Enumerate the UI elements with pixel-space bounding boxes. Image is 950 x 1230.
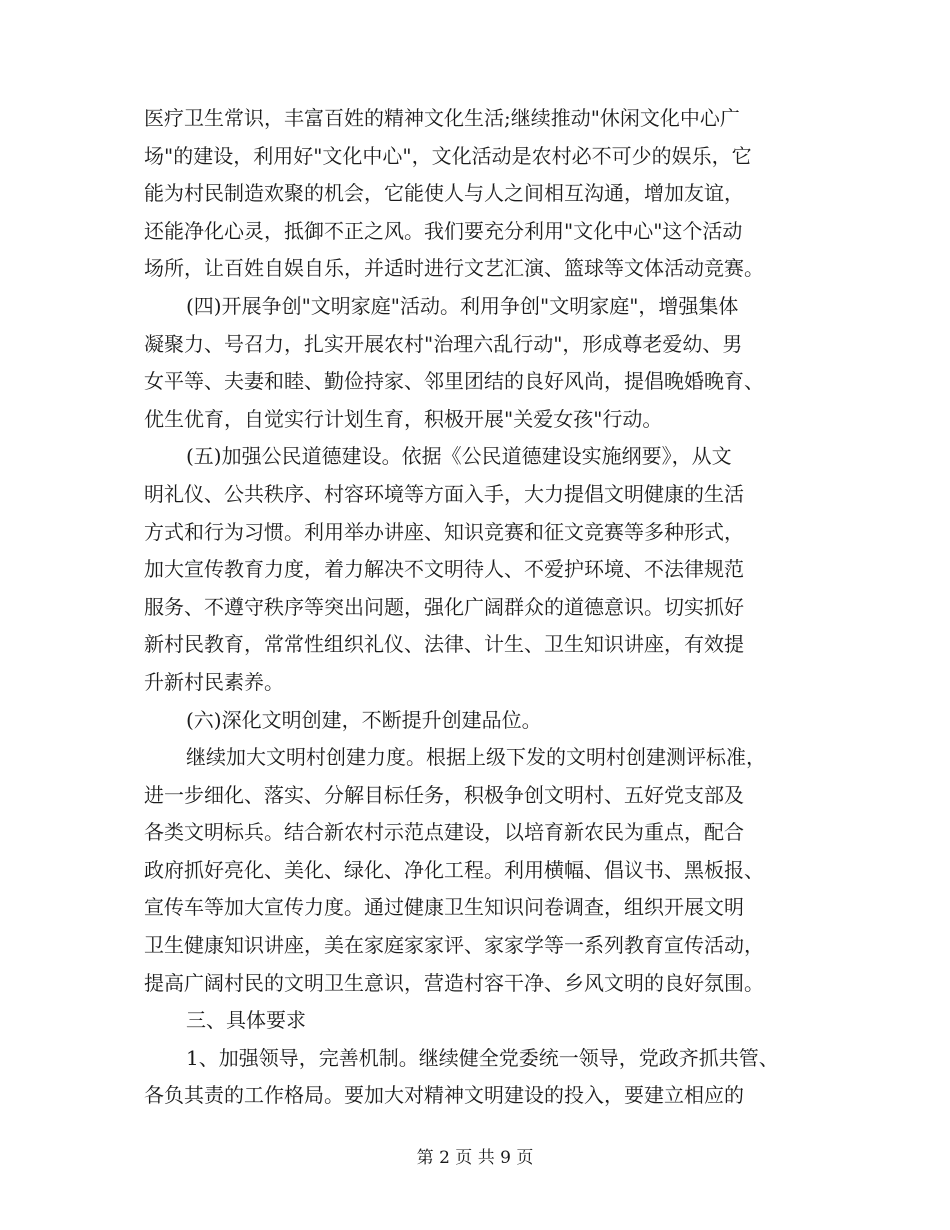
text-line: 场"的建设，利用好"文化中心"，文化活动是农村必不可少的娱乐，它 [144,143,752,168]
text-line: 宣传车等加大宣传力度。通过健康卫生知识问卷调查，组织开展文明 [144,895,744,920]
text-line: 还能净化心灵，抵御不正之风。我们要充分利用"文化中心"这个活动 [144,218,743,243]
text-line: (四)开展争创"文明家庭"活动。利用争创"文明家庭"，增强集体 [186,293,739,318]
page-footer: 第 2 页 共 9 页 [416,1148,534,1168]
text-line: 各负其责的工作格局。要加大对精神文明建设的投入，要建立相应的 [144,1083,744,1108]
text-line: 进一步细化、落实、分解目标任务，积极争创文明村、五好党支部及 [144,782,744,807]
text-line: 升新村民素养。 [144,669,284,694]
text-line: 各类文明标兵。结合新农村示范点建设，以培育新农民为重点，配合 [144,820,744,845]
text-line: 加大宣传教育力度，着力解决不文明待人、不爱护环境、不法律规范 [144,557,744,582]
text-line: 政府抓好亮化、美化、绿化、净化工程。利用横幅、倡议书、黑板报、 [144,857,764,882]
text-line: 方式和行为习惯。利用举办讲座、知识竞赛和征文竞赛等多种形式， [144,519,744,544]
text-line: 医疗卫生常识，丰富百姓的精神文化生活;继续推动"休闲文化中心广 [144,106,740,130]
text-line: 新村民教育，常常性组织礼仪、法律、计生、卫生知识讲座，有效提 [144,632,744,657]
text-line: 优生优育，自觉实行计划生育，积极开展"关爱女孩"行动。 [144,406,663,431]
text-line: 1、加强领导，完善机制。继续健全党委统一领导，党政齐抓共管、 [186,1045,779,1070]
text-line: 三、具体要求 [186,1008,306,1033]
text-line: 服务、不遵守秩序等突出问题，强化广阔群众的道德意识。切实抓好 [144,594,744,619]
text-line: 凝聚力、号召力，扎实开展农村"治理六乱行动"，形成尊老爱幼、男 [144,331,743,356]
text-line: 卫生健康知识讲座，美在家庭家家评、家家学等一系列教育宣传活动， [144,933,764,958]
text-line: 继续加大文明村创建力度。根据上级下发的文明村创建测评标准， [186,745,766,770]
text-line: 能为村民制造欢聚的机会，它能使人与人之间相互沟通，增加友谊， [144,181,744,206]
text-line: 场所，让百姓自娱自乐，并适时进行文艺汇演、篮球等文体活动竞赛。 [144,256,764,281]
text-line: (六)深化文明创建，不断提升创建品位。 [186,707,542,732]
text-line: 明礼仪、公共秩序、村容环境等方面入手，大力提倡文明健康的生活 [144,481,744,506]
document-body [144,100,814,1115]
text-line: 提高广阔村民的文明卫生意识，营造村容干净、乡风文明的良好氛围。 [144,970,764,995]
text-line: 女平等、夫妻和睦、勤俭持家、邻里团结的良好风尚，提倡晚婚晚育、 [144,369,764,394]
text-line: (五)加强公民道德建设。依据《公民道德建设实施纲要》，从文 [186,444,732,469]
